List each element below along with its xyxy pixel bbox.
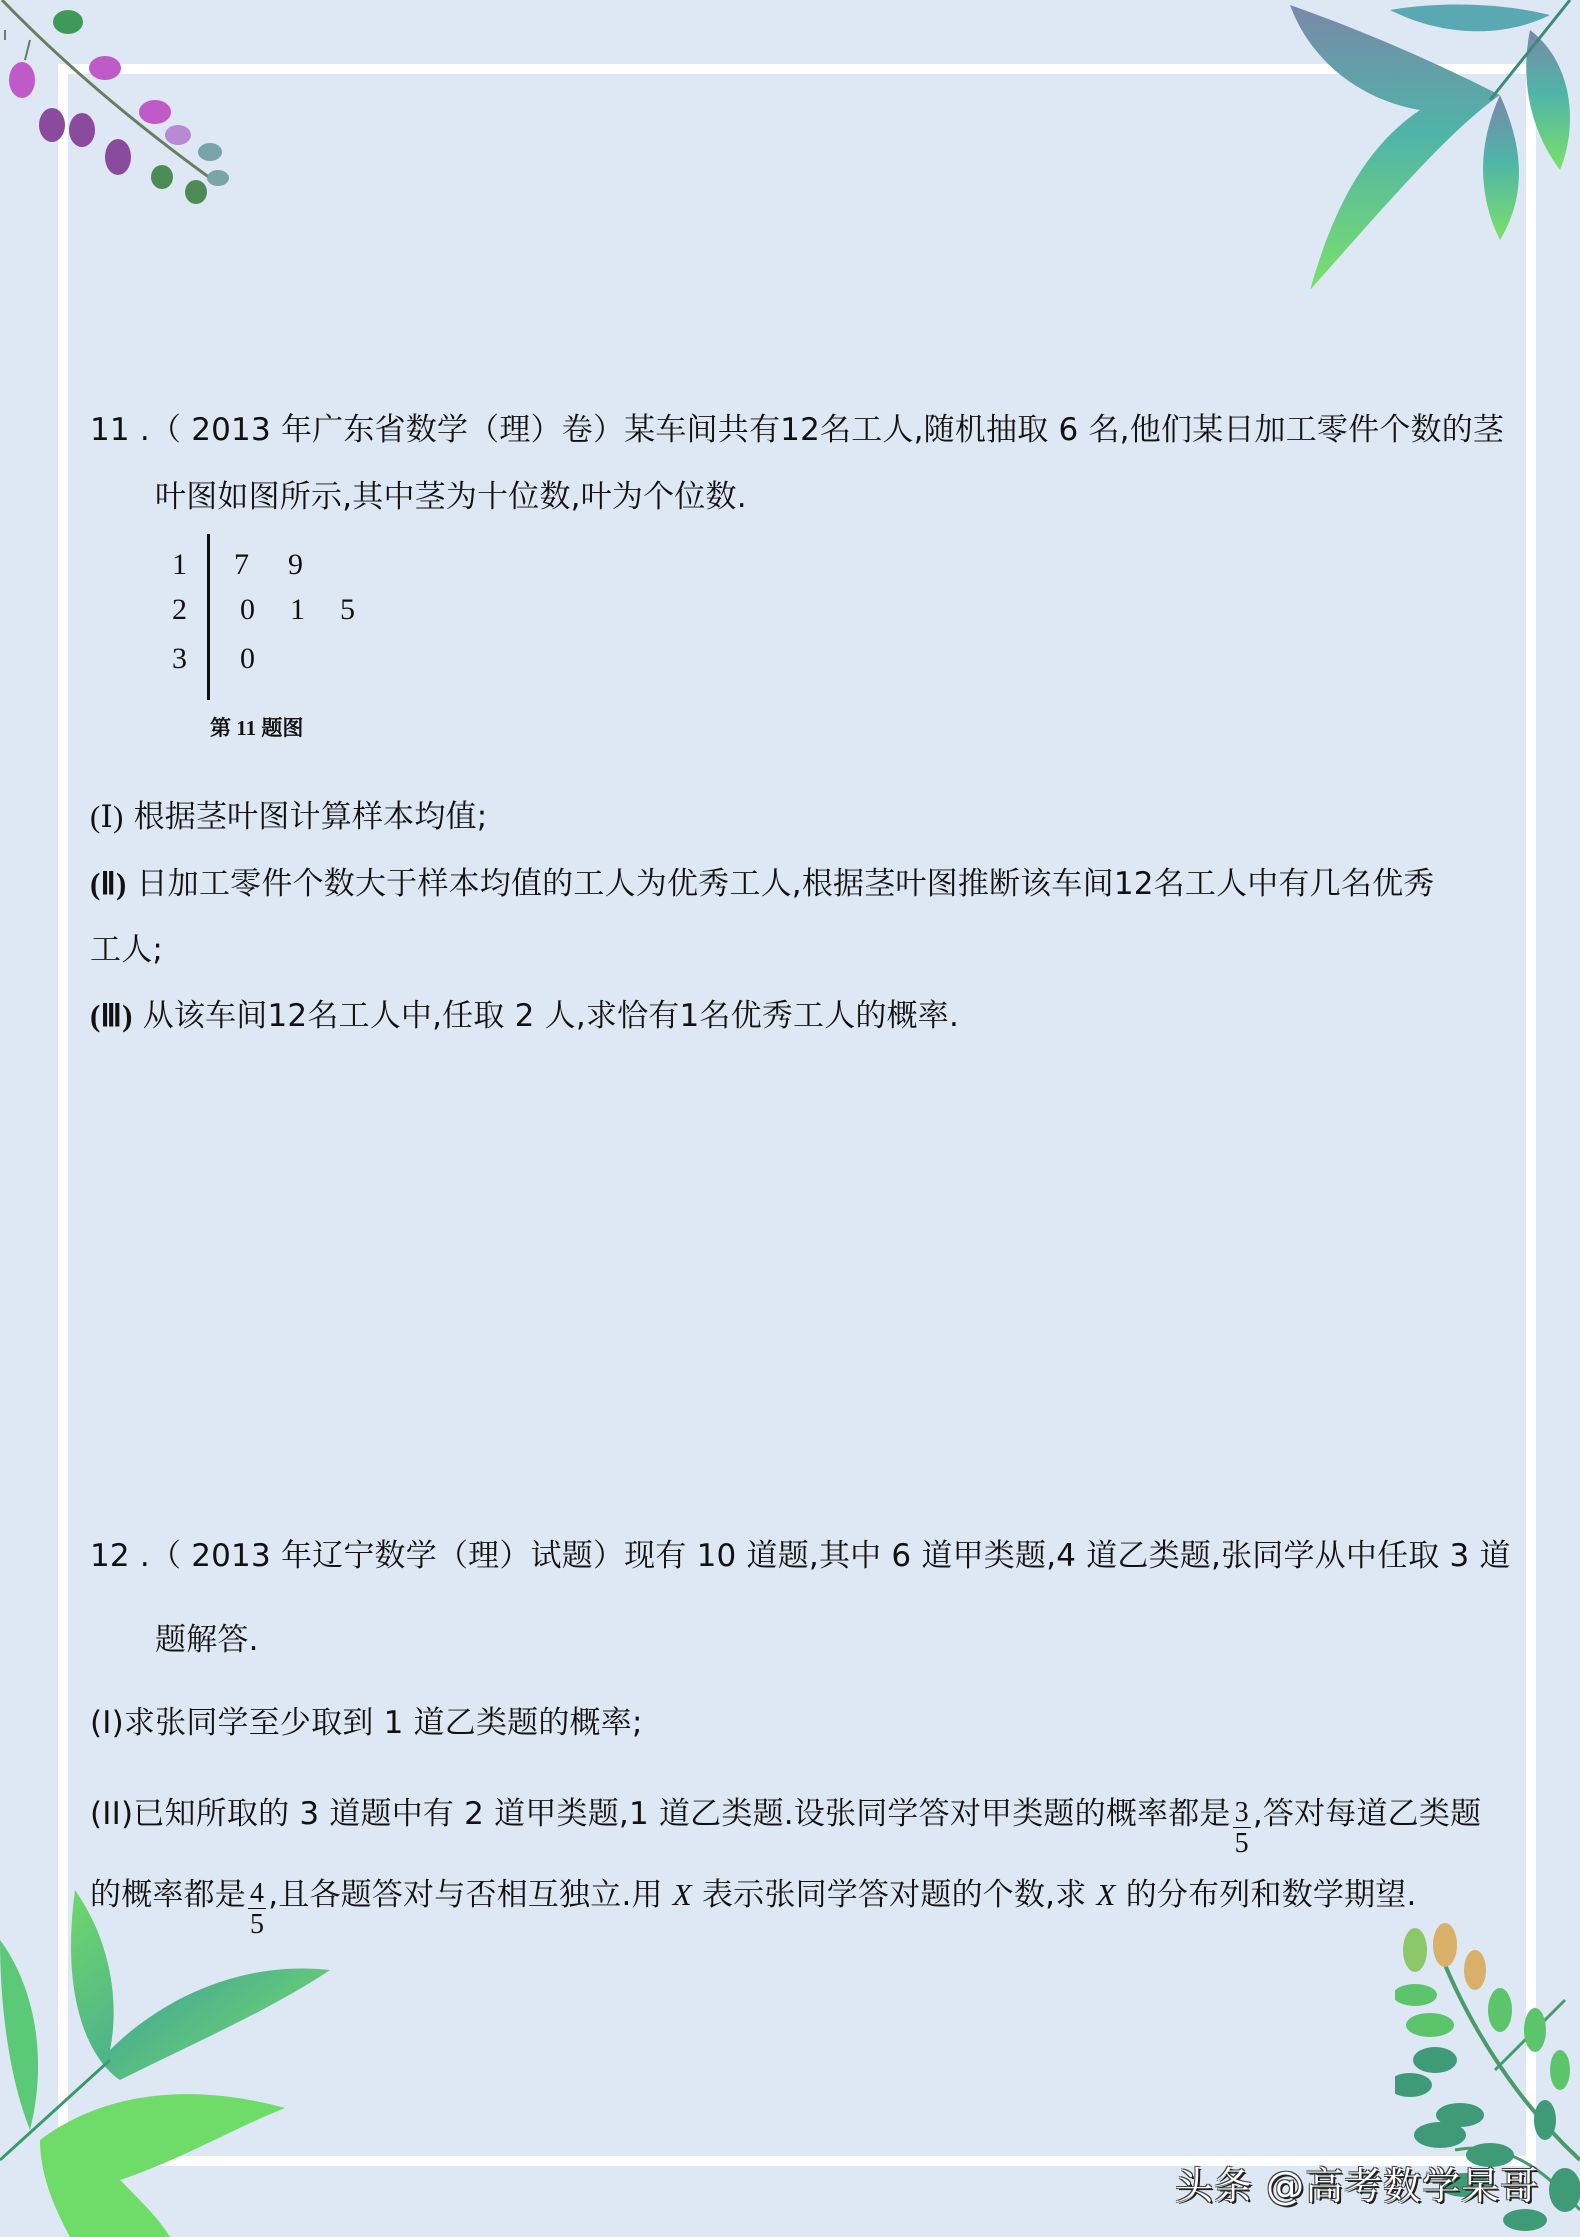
q11-part1	[90, 797, 487, 837]
part-text: ,且各题答对与否相互独立.用	[268, 1877, 663, 1913]
q11-stem-line2: 叶图如图所示,其中茎为十位数,叶为个位数.	[155, 479, 747, 515]
part-label: (Ⅲ)	[90, 998, 133, 1033]
part-text: 的概率都是	[90, 1877, 246, 1913]
fraction-denominator: 5	[1234, 1828, 1249, 1859]
leaf-value: 0	[240, 642, 255, 675]
part-text: ,答对每道乙类题	[1252, 1796, 1482, 1832]
watermark: 头条 @高考数学杲哥	[1175, 2164, 1540, 2208]
stem-value: 3	[172, 642, 187, 675]
leaf-decoration-icon	[1270, 0, 1580, 310]
part-label: (Ⅱ)	[90, 866, 127, 901]
q12-part2-line2	[90, 1866, 1417, 1940]
flower-branch-decoration-icon	[0, 0, 240, 210]
leaf-value: 0	[240, 593, 255, 626]
part-text: 日加工零件个数大于样本均值的工人为优秀工人,根据茎叶图推断该车间12名工人中有几名优秀	[136, 866, 1435, 902]
page-frame	[58, 64, 1536, 2166]
leaf-value: 1	[290, 593, 305, 626]
fraction-numerator: 3	[1234, 1797, 1249, 1828]
q12-stem-line2: 题解答.	[155, 1622, 259, 1658]
fraction-numerator: 4	[250, 1878, 265, 1909]
q11-part2	[90, 864, 1434, 904]
part-text: 表示张同学答对题的个数,求	[701, 1877, 1087, 1913]
figure-caption: 第 11 题图	[210, 716, 304, 740]
q12-part2-line1	[90, 1785, 1482, 1859]
part-text: 的分布列和数学期望.	[1125, 1877, 1417, 1913]
q12-part1: (I)求张同学至少取到 1 道乙类题的概率;	[90, 1705, 643, 1741]
part-label: (Ⅰ)	[90, 799, 124, 834]
variable-x: X	[1096, 1877, 1116, 1912]
q12-stem-line1: 12 .（ 2013 年辽宁数学（理）试题）现有 10 道题,其中 6 道甲类题,4 道乙类题,张同学从中任取 3 道	[90, 1538, 1511, 1574]
fraction-4-5	[248, 1880, 266, 1941]
stem-leaf-divider	[207, 534, 210, 700]
q11-part2-cont: 工人;	[90, 932, 164, 968]
stem-value: 2	[172, 593, 187, 626]
leaf-value: 7	[234, 548, 249, 581]
fraction-3-5	[1233, 1799, 1251, 1860]
q11-stem-line1: 11 .（ 2013 年广东省数学（理）卷）某车间共有12名工人,随机抽取 6 名,他们某日加工零件个数的茎	[90, 412, 1505, 448]
stem-leaf-plot	[160, 530, 420, 750]
stem-value: 1	[172, 548, 187, 581]
leaf-decoration-icon	[0, 1880, 340, 2237]
leaf-value: 5	[340, 593, 355, 626]
leaf-value: 9	[288, 548, 303, 581]
part-text: (II)已知所取的 3 道题中有 2 道甲类题,1 道乙类题.设张同学答对甲类题的概率都是	[90, 1796, 1231, 1832]
part-text: 从该车间12名工人中,任取 2 人,求恰有1名优秀工人的概率.	[142, 998, 960, 1034]
q11-part3	[90, 996, 959, 1036]
part-text: 根据茎叶图计算样本均值;	[133, 799, 488, 835]
fraction-denominator: 5	[250, 1909, 265, 1940]
variable-x: X	[672, 1877, 692, 1912]
